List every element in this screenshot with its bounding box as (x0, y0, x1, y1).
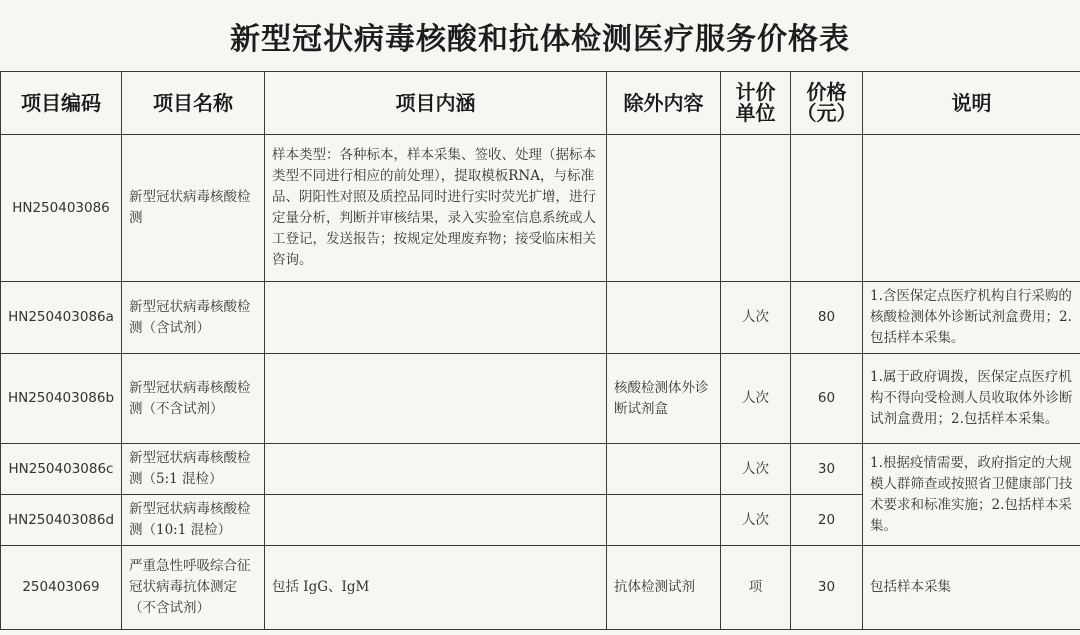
cell-code: 250403069 (1, 546, 122, 630)
header-desc: 说明 (863, 72, 1080, 135)
table-row (1, 546, 1080, 630)
cell-content (265, 282, 607, 354)
cell-code: HN250403086d (1, 495, 122, 546)
header-name: 项目名称 (122, 72, 265, 135)
cell-unit: 人次 (721, 444, 791, 495)
cell-exclude (607, 444, 721, 495)
cell-desc (863, 135, 1080, 282)
cell-unit: 人次 (721, 354, 791, 444)
header-price-line2: （元） (796, 101, 857, 125)
cell-name: 新型冠状病毒核酸检测（不含试剂） (122, 354, 265, 444)
cell-content (265, 444, 607, 495)
cell-code: HN250403086b (1, 354, 122, 444)
cell-name: 新型冠状病毒核酸检测（10:1 混检） (122, 495, 265, 546)
cell-content (265, 354, 607, 444)
cell-code: HN250403086a (1, 282, 122, 354)
cell-desc: 1.根据疫情需要，政府指定的大规模人群筛查或按照省卫健康部门技术要求和标准实施；2.包括样本采集。 (863, 444, 1080, 546)
cell-name: 新型冠状病毒核酸检测（5:1 混检） (122, 444, 265, 495)
cell-exclude (607, 495, 721, 546)
price-table (0, 71, 1080, 630)
cell-price: 30 (791, 444, 863, 495)
cell-price (791, 135, 863, 282)
cell-unit: 人次 (721, 282, 791, 354)
header-content: 项目内涵 (265, 72, 607, 135)
cell-exclude: 抗体检测试剂 (607, 546, 721, 630)
cell-desc: 1.含医保定点医疗机构自行采购的核酸检测体外诊断试剂盒费用；2.包括样本采集。 (863, 282, 1080, 354)
header-unit (721, 72, 791, 135)
cell-price: 20 (791, 495, 863, 546)
cell-code: HN250403086 (1, 135, 122, 282)
header-code: 项目编码 (1, 72, 122, 135)
table-row (1, 444, 1080, 495)
cell-price: 30 (791, 546, 863, 630)
table-row (1, 354, 1080, 444)
table-header-row (1, 72, 1080, 135)
header-unit-line1: 计价 (735, 80, 776, 104)
cell-name: 新型冠状病毒核酸检测 (122, 135, 265, 282)
cell-exclude (607, 282, 721, 354)
cell-unit: 项 (721, 546, 791, 630)
page-title: 新型冠状病毒核酸和抗体检测医疗服务价格表 (230, 22, 850, 57)
table-row (1, 135, 1080, 282)
cell-name: 新型冠状病毒核酸检测（含试剂） (122, 282, 265, 354)
cell-name: 严重急性呼吸综合征冠状病毒抗体测定（不含试剂） (122, 546, 265, 630)
cell-content: 包括 IgG、IgM (265, 546, 607, 630)
cell-exclude (607, 135, 721, 282)
header-price-line1: 价格 (806, 80, 847, 104)
cell-desc: 1.属于政府调拨，医保定点医疗机构不得向受检测人员收取体外诊断试剂盒费用；2.包括样本采集。 (863, 354, 1080, 444)
cell-price: 60 (791, 354, 863, 444)
cell-content (265, 495, 607, 546)
cell-desc: 包括样本采集 (863, 546, 1080, 630)
cell-code: HN250403086c (1, 444, 122, 495)
table-row (1, 282, 1080, 354)
cell-unit: 人次 (721, 495, 791, 546)
cell-unit (721, 135, 791, 282)
cell-exclude: 核酸检测体外诊断试剂盒 (607, 354, 721, 444)
cell-price: 80 (791, 282, 863, 354)
cell-content: 样本类型：各种标本，样本采集、签收、处理（据标本类型不同进行相应的前处理），提取模板RNA，与标准品、阴阳性对照及质控品同时进行实时荧光扩增，进行定量分析，判断并审核结果，录入实验室信息系统或人工登记，发送报告；按规定处理废弃物；接受临床相关咨询。 (265, 135, 607, 282)
header-unit-line2: 单位 (735, 101, 776, 125)
header-exclude: 除外内容 (607, 72, 721, 135)
header-price (791, 72, 863, 135)
